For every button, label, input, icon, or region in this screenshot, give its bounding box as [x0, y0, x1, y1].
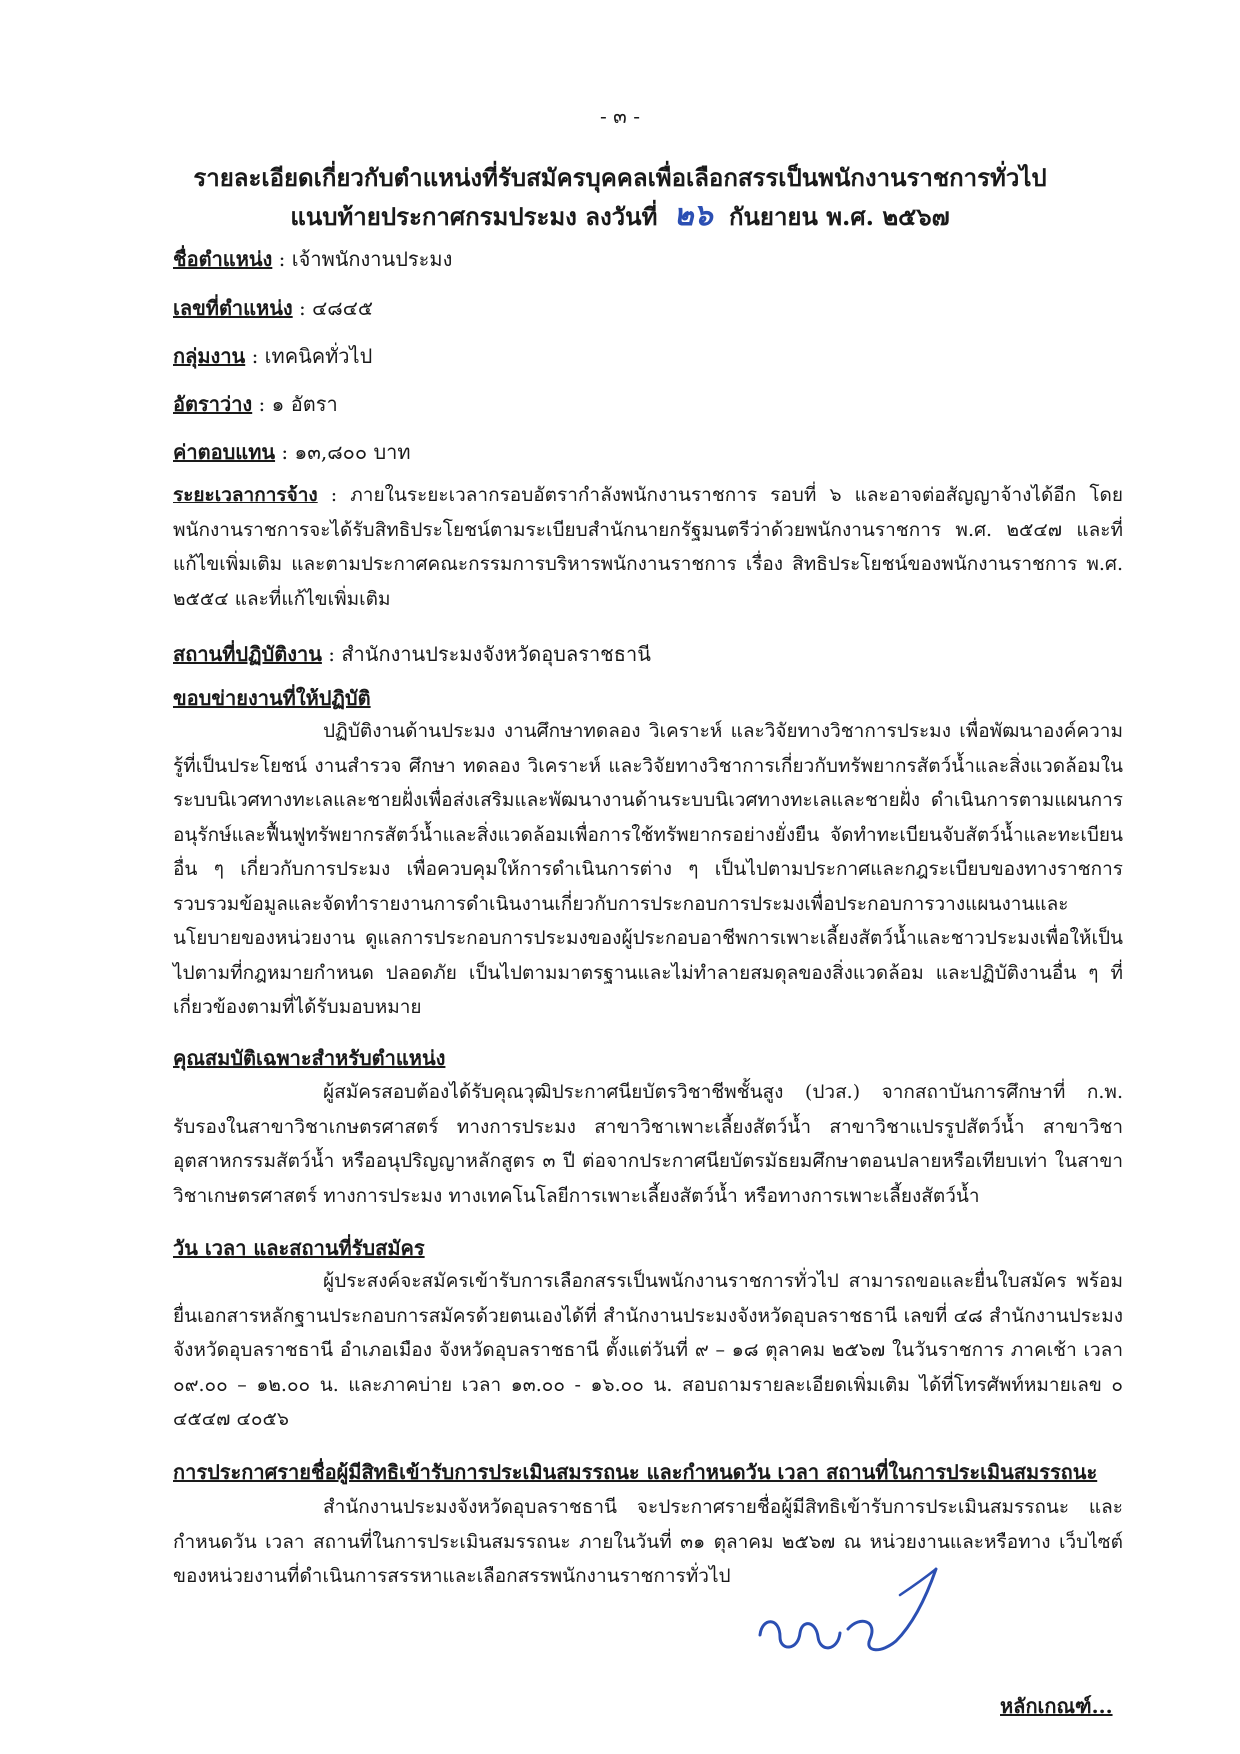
- qualifications-heading: คุณสมบัติเฉพาะสำหรับตำแหน่ง: [173, 1046, 446, 1070]
- field-position-name: [173, 243, 452, 275]
- application-heading: วัน เวลา และสถานที่รับสมัคร: [173, 1236, 425, 1260]
- page-number: - ๓ -: [600, 104, 640, 128]
- announcement-paragraph: สำนักงานประมงจังหวัดอุบลราชธานี จะประกาศรายชื่อผู้มีสิทธิเข้ารับการประเมินสมรรถนะ และกำหนดวัน เวลา สถานที่ในการประเมินสมรรถนะ ภายในวันที่ ๓๑ ตุลาคม ๒๕๖๗ ณ หน่วยงานและหรือทาง เว็บไซต์ของหน่วยงานที่ดำเนินการสรรหาและเลือกสรรพนักงานราชการทั่วไป: [173, 1496, 1123, 1587]
- field-label: อัตราว่าง: [173, 392, 253, 416]
- field-value: : ๑ อัตรา: [252, 392, 338, 416]
- field-value: : ๑๓,๘๐๐ บาท: [275, 440, 411, 464]
- field-value: : เทคนิคทั่วไป: [245, 344, 373, 368]
- field-value: : เจ้าพนักงานประมง: [272, 247, 453, 271]
- title-prefix: แนบท้ายประกาศกรมประมง ลงวันที่: [290, 202, 658, 231]
- title-suffix: กันยายน พ.ศ. ๒๕๖๗: [728, 202, 950, 231]
- continued-next-page: หลักเกณฑ์...: [1000, 1694, 1113, 1718]
- field-label: ชื่อตำแหน่ง: [173, 247, 273, 271]
- announcement-heading: การประกาศรายชื่อผู้มีสิทธิเข้ารับการประเมินสมรรถนะ และกำหนดวัน เวลา สถานที่ในการประเมินสมรรถนะ: [173, 1460, 1098, 1484]
- field-label: ค่าตอบแทน: [173, 440, 276, 464]
- scope-heading: ขอบข่ายงานที่ให้ปฏิบัติ: [173, 686, 371, 710]
- field-work-group: [173, 340, 372, 372]
- application-paragraph: ผู้ประสงค์จะสมัครเข้ารับการเลือกสรรเป็นพนักงานราชการทั่วไป สามารถขอและยื่นใบสมัคร พร้อมยื่นเอกสารหลักฐานประกอบการสมัครด้วยตนเองได้ที่ สำนักงานประมงจังหวัดอุบลราชธานี เลขที่ ๔๘ สำนักงานประมงจังหวัดอุบลราชธานี อำเภอเมือง จังหวัดอุบลราชธานี ตั้งแต่วันที่ ๙ – ๑๘ ตุลาคม ๒๕๖๗ ในวันราชการ ภาคเช้า เวลา ๐๙.๐๐ – ๑๒.๐๐ น. และภาคบ่าย เวลา ๑๓.๐๐ - ๑๖.๐๐ น. สอบถามรายละเอียดเพิ่มเติม ได้ที่โทรศัพท์หมายเลข ๐ ๔๕๔๗ ๔๐๕๖: [173, 1270, 1123, 1430]
- qualifications-paragraph: ผู้สมัครสอบต้องได้รับคุณวุฒิประกาศนียบัตรวิชาชีพชั้นสูง (ปวส.) จากสถาบันการศึกษาที่ ก.พ. รับรองในสาขาวิชาเกษตรศาสตร์ ทางการประมง สาขาวิชาเพาะเลี้ยงสัตว์น้ำ สาขาวิชาแปรรูปสัตว์น้ำ สาขาวิชาอุตสาหกรรมสัตว์น้ำ หรืออนุปริญญาหลักสูตร ๓ ปี ต่อจากประกาศนียบัตรมัธยมศึกษาตอนปลายหรือเทียบเท่า ในสาขาวิชาเกษตรศาสตร์ ทางการประมง ทางเทคโนโลยีการเพาะเลี้ยงสัตว์น้ำ หรือทางการเพาะเลี้ยงสัตว์น้ำ: [173, 1081, 1123, 1207]
- field-salary: [173, 436, 411, 468]
- signature-mark: [750, 1555, 950, 1665]
- employment-period-paragraph: [173, 478, 1123, 616]
- field-value: : สำนักงานประมงจังหวัดอุบลราชธานี: [321, 642, 651, 666]
- employment-period-text: : ภายในระยะเวลากรอบอัตรากำลังพนักงานราชการ รอบที่ ๖ และอาจต่อสัญญาจ้างได้อีก โดยพนักงานราชการจะได้รับสิทธิประโยชน์ตามระเบียบสำนักนายกรัฐมนตรีว่าด้วยพนักงานราชการ พ.ศ. ๒๕๔๗ และที่แก้ไขเพิ่มเติม และตามประกาศคณะกรรมการบริหารพนักงานราชการ เรื่อง สิทธิประโยชน์ของพนักงานราชการ พ.ศ. ๒๕๕๔ และที่แก้ไขเพิ่มเติม: [173, 484, 1123, 610]
- document-title-line-2: [0, 192, 1240, 239]
- field-label: กลุ่มงาน: [173, 344, 246, 368]
- field-position-number: [173, 292, 373, 324]
- field-value: : ๔๘๔๕: [292, 296, 373, 320]
- field-workplace: [173, 638, 651, 670]
- field-vacancy: [173, 388, 338, 420]
- field-label: เลขที่ตำแหน่ง: [173, 296, 293, 320]
- document-title-line-1: รายละเอียดเกี่ยวกับตำแหน่งที่รับสมัครบุคคลเพื่อเลือกสรรเป็นพนักงานราชการทั่วไป: [193, 163, 1047, 192]
- handwritten-day: ๒๖: [673, 198, 713, 233]
- employment-period-label: ระยะเวลาการจ้าง: [173, 484, 318, 506]
- field-label: สถานที่ปฏิบัติงาน: [173, 642, 322, 666]
- scope-paragraph: ปฏิบัติงานด้านประมง งานศึกษาทดลอง วิเคราะห์ และวิจัยทางวิชาการประมง เพื่อพัฒนาองค์ความรู้ที่เป็นประโยชน์ งานสำรวจ ศึกษา ทดลอง วิเคราะห์ และวิจัยทางวิชาการเกี่ยวกับทรัพยากรสัตว์น้ำและสิ่งแวดล้อมในระบบนิเวศทางทะเลและชายฝั่งเพื่อส่งเสริมและพัฒนางานด้านระบบนิเวศทางทะเลและชายฝั่ง ดำเนินการตามแผนการอนุรักษ์และฟื้นฟูทรัพยากรสัตว์น้ำและสิ่งแวดล้อมเพื่อการใช้ทรัพยากรอย่างยั่งยืน จัดทำทะเบียนจับสัตว์น้ำและทะเบียนอื่น ๆ เกี่ยวกับการประมง เพื่อควบคุมให้การดำเนินการต่าง ๆ เป็นไปตามประกาศและกฎระเบียบของทางราชการ รวบรวมข้อมูลและจัดทำรายงานการดำเนินงานเกี่ยวกับการประกอบการประมงเพื่อประกอบการวางแผนงานและนโยบายของหน่วยงาน ดูแลการประกอบการประมงของผู้ประกอบอาชีพการเพาะเลี้ยงสัตว์น้ำและชาวประมงเพื่อให้เป็นไปตามที่กฎหมายกำหนด ปลอดภัย เป็นไปตามมาตรฐานและไม่ทำลายสมดุลของสิ่งแวดล้อม และปฏิบัติงานอื่น ๆ ที่เกี่ยวข้องตามที่ได้รับมอบหมาย: [173, 720, 1123, 1018]
